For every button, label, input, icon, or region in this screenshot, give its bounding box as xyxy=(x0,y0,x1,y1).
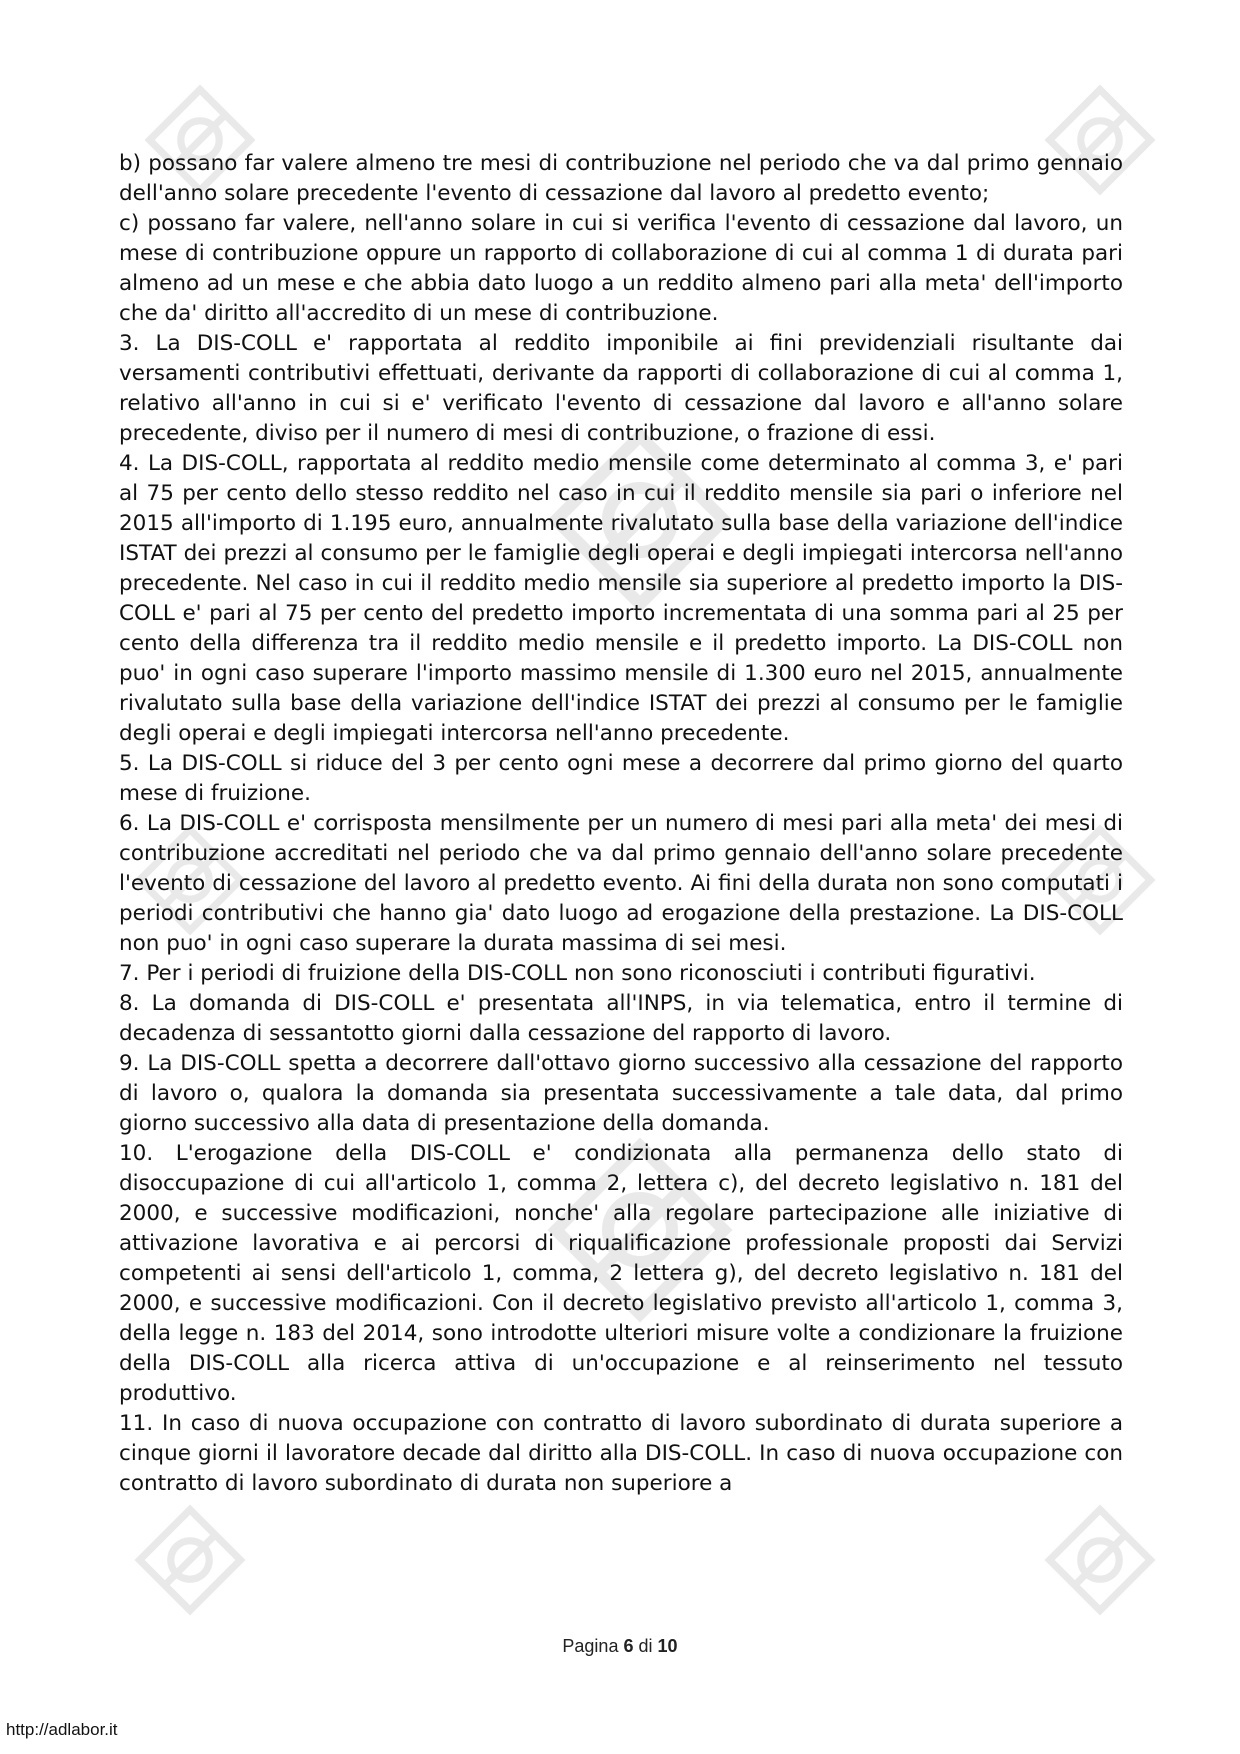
paragraph-6: 6. La DIS-COLL e' corrisposta mensilmente per un numero di mesi pari alla meta' dei mesi di contribuzione accreditati nel periodo che va dal primo gennaio dell'anno solare precedente l'evento di cessazione del lavoro al predetto evento. Ai fini della durata non sono computati i periodi contributivi che hanno gia' dato luogo ad erogazione della prestazione. La DIS-COLL non puo' in ogni caso superare la durata massima di sei mesi. xyxy=(119,811,1123,956)
paragraph-c: c) possano far valere, nell'anno solare in cui si verifica l'evento di cessazione dal lavoro, un mese di contribuzione oppure un rapporto di collaborazione di cui al comma 1 di durata pari almeno ad un mese e che abbia dato luogo a un reddito almeno pari alla meta' dell'importo che da' diritto all'accredito di un mese di contribuzione. xyxy=(119,211,1123,326)
paragraph-10: 10. L'erogazione della DIS-COLL e' condizionata alla permanenza dello stato di disoccupazione di cui all'articolo 1, comma 2, lettera c), del decreto legislativo n. 181 del 2000, e successive modificazioni, nonche' alla regolare partecipazione alle iniziative di attivazione lavorativa e ai percorsi di riqualificazione professionale proposti dai Servizi competenti ai sensi dell'articolo 1, comma, 2 lettera g), del decreto legislativo n. 181 del 2000, e successive modificazioni. Con il decreto legislativo previsto all'articolo 1, comma 3, della legge n. 183 del 2014, sono introdotte ulteriori misure volte a condizionare la fruizione della DIS-COLL alla ricerca attiva di un'occupazione e al reinserimento nel tessuto produttivo. xyxy=(119,1141,1123,1406)
watermark-logo-icon xyxy=(130,1500,250,1620)
site-url: http://adlabor.it xyxy=(6,1720,118,1739)
paragraph-4: 4. La DIS-COLL, rapportata al reddito medio mensile come determinato al comma 3, e' pari al 75 per cento dello stesso reddito nel caso in cui il reddito mensile sia pari o inferiore nel 2015 all'importo di 1.195 euro, annualmente rivalutato sulla base della variazione dell'indice ISTAT dei prezzi al consumo per le famiglie degli operai e degli impiegati intercorsa nell'anno precedente. Nel caso in cui il reddito medio mensile sia superiore al predetto importo la DIS-COLL e' pari al 75 per cento del predetto importo incrementata di una somma pari al 25 per cento della differenza tra il reddito medio mensile e il predetto importo. La DIS-COLL non puo' in ogni caso superare l'importo massimo mensile di 1.300 euro nel 2015, annualmente rivalutato sulla base della variazione dell'indice ISTAT dei prezzi al consumo per le famiglie degli operai e degli impiegati intercorsa nell'anno precedente. xyxy=(119,451,1123,746)
paragraph-7: 7. Per i periodi di fruizione della DIS-COLL non sono riconosciuti i contributi figurativi. xyxy=(119,961,1036,986)
total-pages-number: 10 xyxy=(657,1636,678,1656)
paragraph-b: b) possano far valere almeno tre mesi di contribuzione nel periodo che va dal primo gennaio dell'anno solare precedente l'evento di cessazione dal lavoro al predetto evento; xyxy=(119,151,1123,206)
paragraph-9: 9. La DIS-COLL spetta a decorrere dall'ottavo giorno successivo alla cessazione del rapporto di lavoro o, qualora la domanda sia presentata successivamente a tale data, dal primo giorno successivo alla data di presentazione della domanda. xyxy=(119,1051,1123,1136)
of-label: di xyxy=(638,1636,653,1656)
current-page-number: 6 xyxy=(623,1636,634,1656)
document-body xyxy=(119,149,1123,1499)
paragraph-8: 8. La domanda di DIS-COLL e' presentata all'INPS, in via telematica, entro il termine di decadenza di sessantotto giorni dalla cessazione del rapporto di lavoro. xyxy=(119,991,1123,1046)
page-footer xyxy=(0,1636,1240,1657)
paragraph-11: 11. In caso di nuova occupazione con contratto di lavoro subordinato di durata superiore a cinque giorni il lavoratore decade dal diritto alla DIS-COLL. In caso di nuova occupazione con contratto di lavoro subordinato di durata non superiore a xyxy=(119,1411,1123,1496)
page-label: Pagina xyxy=(562,1636,619,1656)
paragraph-3: 3. La DIS-COLL e' rapportata al reddito imponibile ai fini previdenziali risultante dai versamenti contributivi effettuati, derivante da rapporti di collaborazione di cui al comma 1, relativo all'anno in cui si e' verificato l'evento di cessazione dal lavoro e all'anno solare precedente, diviso per il numero di mesi di contribuzione, o frazione di essi. xyxy=(119,331,1123,446)
watermark-logo-icon xyxy=(1040,1500,1160,1620)
paragraph-5: 5. La DIS-COLL si riduce del 3 per cento ogni mese a decorrere dal primo giorno del quarto mese di fruizione. xyxy=(119,751,1123,806)
